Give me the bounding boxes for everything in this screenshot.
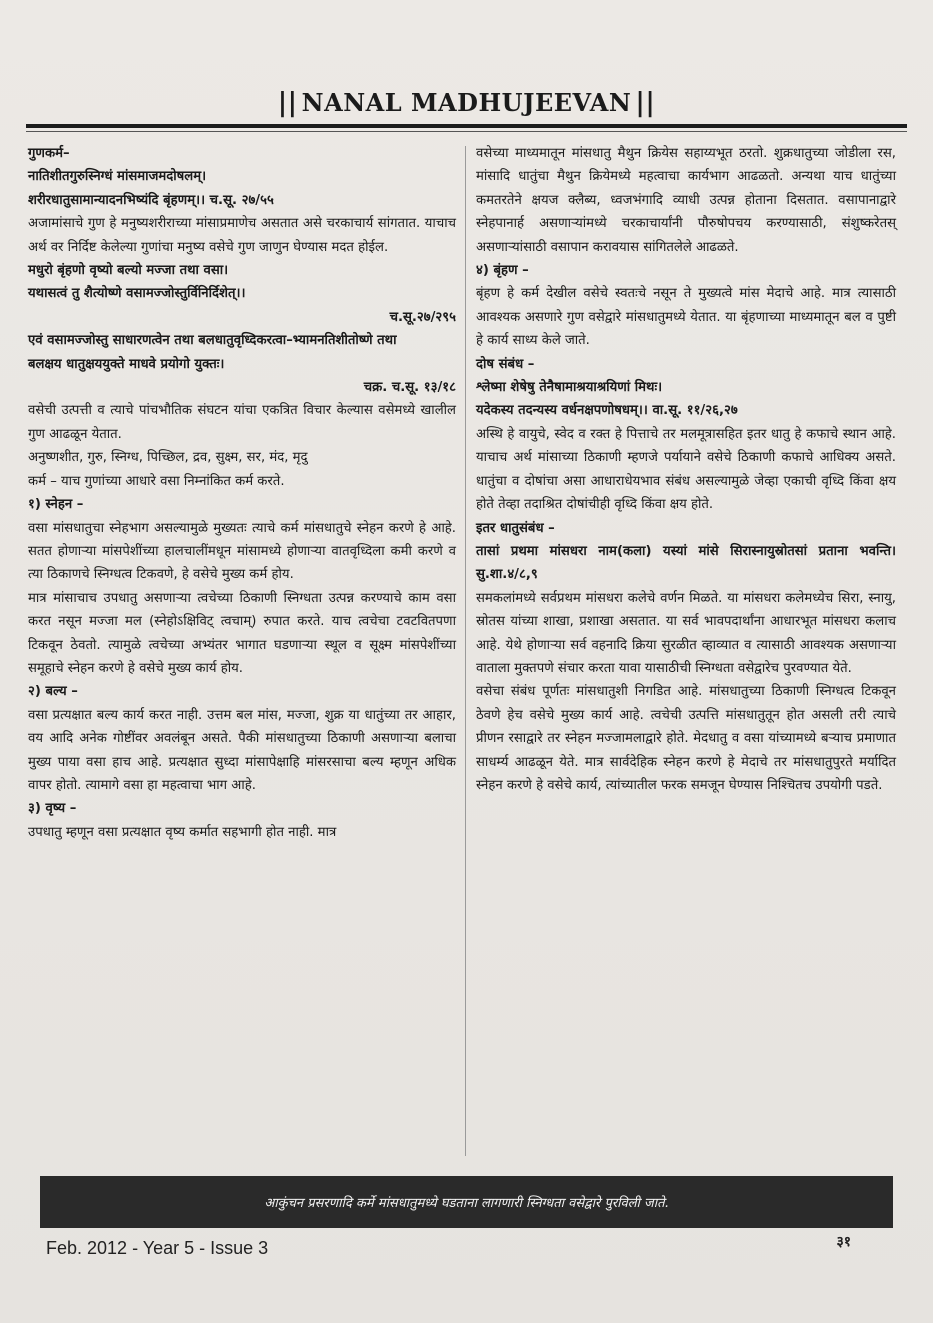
issue-info: Feb. 2012 - Year 5 - Issue 3 xyxy=(46,1238,269,1258)
masthead-left-bars: || xyxy=(277,88,298,118)
left-column-ref-9: चक्र. च.सू. १३/१८ xyxy=(363,380,456,396)
left-column-shloka-1: नातिशीतगुरुस्निग्धं मांसमाजमदोषलम्। xyxy=(28,169,207,185)
left-column-text-14: वसा मांसधातुचा स्नेहभाग असल्यामुळे मुख्यतः त्याचे कर्म मांसधातुचे स्नेहन करणे हे आहे. सतत होणाऱ्या मांसपेशींच्या हालचालींमधून मांसामध्ये होणाऱ्या वातवृध्दिला कमी करणे व त्या ठिकाणचे स्निग्धत्व टिकवणे, हे वसेचे मुख्य कर्म होय. xyxy=(28,520,456,583)
left-column-shloka-4: मधुरो बृंहणो वृष्यो बल्यो मज्जा तथा वसा। xyxy=(28,263,229,279)
right-column-shloka-4: श्लेष्मा शेषेषु तेनैषामाश्रयाश्रयिणां मिथः। xyxy=(476,380,663,396)
right-column-text-2: बृंहण हे कर्म देखील वसेचे स्वतःचे नसून ते मुख्यत्वे मांस मेदाचे आहे. मात्र त्यासाठी आवश्यक असणारे गुण वसेद्वारे मांसधातुमध्ये येतात. या बृंहणाच्या माध्यमातून बल व पुष्टी हे कार्य साध्य केले जाते. xyxy=(476,286,896,349)
left-column-text-15: मात्र मांसाचाच उपधातु असणाऱ्या त्वचेच्या ठिकाणी स्निग्धता उत्पन्न करण्याचे काम वसा करत नसून मज्जा मल (स्नेहोऽक्षिविट् त्वचाम्) रुपात करते. याच त्वचेचा टवटवितपणा टिकवून ठेवतो. त्यामुळे त्वचेच्या अभ्यंतर भागात घडणाऱ्या स्थूल व सूक्ष्म मांसपेशींच्या समूहाचे स्नेहन करणे हे वसेचे मुख्य कार्य होय. xyxy=(28,590,456,676)
left-column-head-13: १) स्नेहन – xyxy=(28,497,84,513)
left-column-shloka-8: बलक्षय धातुक्षययुक्ते माधवे प्रयोगो युक्तः। xyxy=(28,356,225,372)
masthead-right-bars: || xyxy=(635,88,656,118)
left-column-head-16: २) बल्य – xyxy=(28,684,78,700)
page-number: ३१ xyxy=(836,1234,851,1250)
left-column-text-3: अजामांसाचे गुण हे मनुष्यशरीराच्या मांसाप्रमाणेच असतात असे चरकाचार्य सांगतात. याचाच अर्थ वर निर्दिष्ट केलेल्या गुणांचा मनुष्य वसेचे गुण जाणुन घेण्यास मदत होईल. xyxy=(28,216,456,255)
right-column-text-10: वसेचा संबंध पूर्णतः मांसधातुशी निगडित आहे. मांसधातुच्या ठिकाणी स्निग्धत्व टिकवून ठेवणे हेच वसेचे मुख्य कार्य आहे. त्वचेची उत्पत्ति मांसधातुतून होत असली तरी त्याचे प्रीणन रसाद्वारे तर स्नेहन मज्जामलाद्वारे होते. मेदधातु व वसा यांच्यामध्ये बऱ्याच प्रमाणात साधर्म्य आढळून येते. मात्र सार्वदेहिक स्नेहन करणे हे मेदाचे तर मांसधातुपुरते मर्यादित स्नेहन करणे हे वसेचे कार्य, त्यांच्यातील फरक समजून घेण्यास निश्चितच उपयोगी पडते. xyxy=(476,684,896,793)
left-column-ref-6: च.सू.२७/२९५ xyxy=(389,309,456,325)
right-column-head-3: दोष संबंध – xyxy=(476,356,535,372)
left-column-text-19: उपधातु म्हणून वसा प्रत्यक्षात वृष्य कर्मात सहभागी होत नाही. मात्र xyxy=(28,824,337,840)
left-column xyxy=(28,142,456,844)
left-column-shloka-5: यथासत्वं तु शैत्योष्णे वसामज्जोस्तुर्विनिर्दिशेत्।। xyxy=(28,286,246,302)
right-column-head-1: ४) बृंहण – xyxy=(476,263,529,279)
left-column-text-17: वसा प्रत्यक्षात बल्य कार्य करत नाही. उत्तम बल मांस, मज्जा, शुक्र या धातुंच्या तर आहार, वय आदि अनेक गोष्टींवर अवलंबून असते. पैकी मांसधातुच्या ठिकाणी असणाऱ्या बलाचा मुख्य पाया वसा हाच आहे. प्रत्यक्षात सुध्दा मांसापेक्षाहि मांसरसाचा बल्य म्हणून अधिक वापर होतो. त्यामागे वसा हा महत्वाचा भाग आहे. xyxy=(28,707,456,793)
right-column-head-7: इतर धातुसंबंध – xyxy=(476,520,555,536)
column-divider xyxy=(465,146,466,1156)
left-column-head-18: ३) वृष्य – xyxy=(28,801,77,817)
right-column-text-0: वसेच्या माध्यमातून मांसधातु मैथुन क्रियेस सहाय्यभूत ठरतो. शुक्रधातुच्या जोडीला रस, मांसादि धातुंचा मैथुन क्रियेमध्ये महत्वाचा कार्यभाग आढळतो. अन्यथा याच धातुंच्या कमतरतेने क्षयज क्लैब्य, ध्वजभंगादि व्याधी उत्पन्न होताना दिसतात. वसापानाद्वारे स्नेहपानार्ह असणाऱ्यांमध्ये चरकाचार्यांनी पौरुषोपचय करण्यासाठी, संशुष्करेतस् असणाऱ्यांसाठी वसापान करावयास सांगितलेले आढळते. xyxy=(476,146,896,255)
left-column-head-0: गुणकर्म– xyxy=(28,146,70,161)
left-column-text-12: कर्म – याच गुणांच्या आधारे वसा निम्नांकित कर्म करते. xyxy=(28,473,285,489)
right-column-text-6: अस्थि हे वायुचे, स्वेद व रक्त हे पित्ताचे तर मलमूत्रासहित इतर धातु हे कफाचे स्थान आहे. याचाच अर्थ मांसाच्या ठिकाणी म्हणजे पर्यायाने वसेचे ठिकाणी कफाचे आधिक्य असते. धातुंचा व दोषांचा असा आधाराधेयभाव संबंध असल्यामुळे जेव्हा एकाची वृध्दि किंवा क्षय होते तेव्हा तदाश्रित दोषांचीही वृध्दि किंवा क्षय होते. xyxy=(476,426,896,513)
left-column-shloka-7: एवं वसामज्जोस्तु साधारणत्वेन तथा बलधातुवृध्दिकरत्वा–भ्यामनतिशीतोष्णे तथा xyxy=(28,333,397,349)
masthead xyxy=(0,88,933,122)
band-text: आकुंचन प्रसरणादि कर्मे मांसधातुमध्ये घडताना लागणारी स्निग्धता वसेद्वारे पुरविली जाते. xyxy=(264,1196,669,1211)
footer-highlight-band xyxy=(40,1176,893,1228)
left-column-text-10: वसेची उत्पत्ती व त्याचे पांचभौतिक संघटन यांचा एकत्रित विचार केल्यास वसेमध्ये खालील गुण आढळून येतात. xyxy=(28,403,456,442)
left-column-shloka-2: शरीरधातुसामान्यादनभिष्यंदि बृंहणम्।। च.सू. २७/५५ xyxy=(28,192,274,208)
header-rule-thin xyxy=(26,131,907,132)
right-column-shloka-8: तासां प्रथमा मांसधरा नाम(कला) यस्यां मांसे सिरास्नायुस्रोतसां प्रताना भवन्ति। सु.शा.४/८,९ xyxy=(476,543,896,583)
masthead-title: NANAL MADHUJEEVAN xyxy=(301,88,632,117)
right-column xyxy=(476,142,896,797)
right-column-shloka-5: यदेकस्य तदन्यस्य वर्धनक्षपणोषधम्।। वा.सू. ११/२६,२७ xyxy=(476,403,738,419)
header-rule-thick xyxy=(26,124,907,128)
left-column-text-11: अनुष्णशीत, गुरु, स्निग्ध, पिच्छिल, द्रव, सुक्ष्म, सर, मंद, मृदु xyxy=(28,450,308,466)
right-column-text-9: समकलांमध्ये सर्वप्रथम मांसधरा कलेचे वर्णन मिळते. या मांसधरा कलेमध्येच सिरा, स्नायु, स्रोतस यांच्या शाखा, प्रशाखा असतात. या सर्व भावपदार्थांना आधारभूत मांसधरा कलाच आहे. येथे होणाऱ्या सर्व वहनादि क्रिया सुरळीत व्हाव्यात व त्यासाठी आवश्यक असणाऱ्या वाताला मुक्तपणे संचार करता यावा यासाठीची स्निग्धता वसेद्वारेच पुरवण्यात येते. xyxy=(476,590,896,676)
